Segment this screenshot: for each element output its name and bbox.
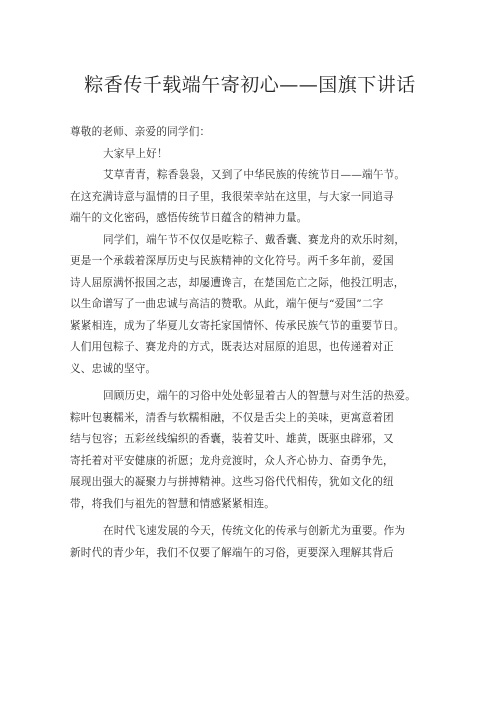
paragraph-line: 在时代飞速发展的今天，传统文化的传承与创新尤为重要。作为 — [103, 525, 406, 537]
paragraph-line: 诗人屈原满怀报国之志，却屡遭谗言，在楚国危亡之际，他投江明志， — [70, 276, 405, 289]
paragraph-line: 展现出强大的凝聚力与拼搏精神。这些习俗代代相传，犹如文化的纽 — [70, 476, 394, 488]
paragraph-2 — [70, 230, 442, 381]
greeting: 大家早上好！ — [103, 147, 168, 160]
paragraph-line: 新时代的青少年，我们不仅要了解端午的习俗，更要深入理解其背后 — [70, 546, 394, 559]
paragraph-line: 端午的文化密码，感悟传统节日蕴含的精神力量。 — [70, 212, 308, 224]
page-title: 粽香传千载端午寄初心——国旗下讲话 — [84, 74, 416, 96]
paragraph-line: 粽叶包裹糯米，清香与软糯相融，不仅是舌尖上的美味，更寓意着团 — [70, 411, 394, 424]
paragraph-4 — [70, 521, 442, 564]
paragraph-line: 寄托着对平安健康的祈愿；龙舟竞渡时，众人齐心协力、奋勇争先， — [70, 454, 394, 467]
paragraph-3 — [70, 386, 442, 515]
paragraph-line: 以生命谱写了一曲忠诚与高洁的赞歌。从此，端午便与“爱国”二字 — [70, 298, 384, 310]
paragraph-line: 更是一个承载着深厚历史与民族精神的文化符号。两千多年前，爱国 — [70, 255, 394, 267]
paragraph-line: 结与包容；五彩丝线编织的香囊，装着艾叶、雄黄，既驱虫辟邪，又 — [70, 433, 394, 445]
paragraph-line: 同学们，端午节不仅仅是吃粽子、戴香囊、赛龙舟的欢乐时刻， — [103, 233, 406, 246]
paragraph-line: 带，将我们与祖先的智慧和情感紧紧相连。 — [70, 497, 276, 510]
paragraph-line: 回顾历史，端午的习俗中处处彰显着古人的智慧与对生活的热爱。 — [103, 390, 417, 402]
paragraph-line: 紧紧相连，成为了华夏儿女寄托家国情怀、传承民族气节的重要节日。 — [70, 319, 405, 332]
paragraph-line: 在这充满诗意与温情的日子里，我很荣幸站在这里，与大家一同追寻 — [70, 190, 394, 203]
salutation: 尊敬的老师、亲爱的同学们： — [70, 126, 211, 138]
paragraph-line: 人们用包粽子、赛龙舟的方式，既表达对屈原的追思，也传递着对正 — [70, 341, 394, 353]
paragraph-line: 艾草青青，粽香袅袅，又到了中华民族的传统节日——端午节。 — [103, 169, 406, 181]
speech-body — [70, 122, 442, 564]
paragraph-line: 义、忠诚的坚守。 — [70, 362, 157, 375]
paragraph-1 — [70, 165, 442, 230]
